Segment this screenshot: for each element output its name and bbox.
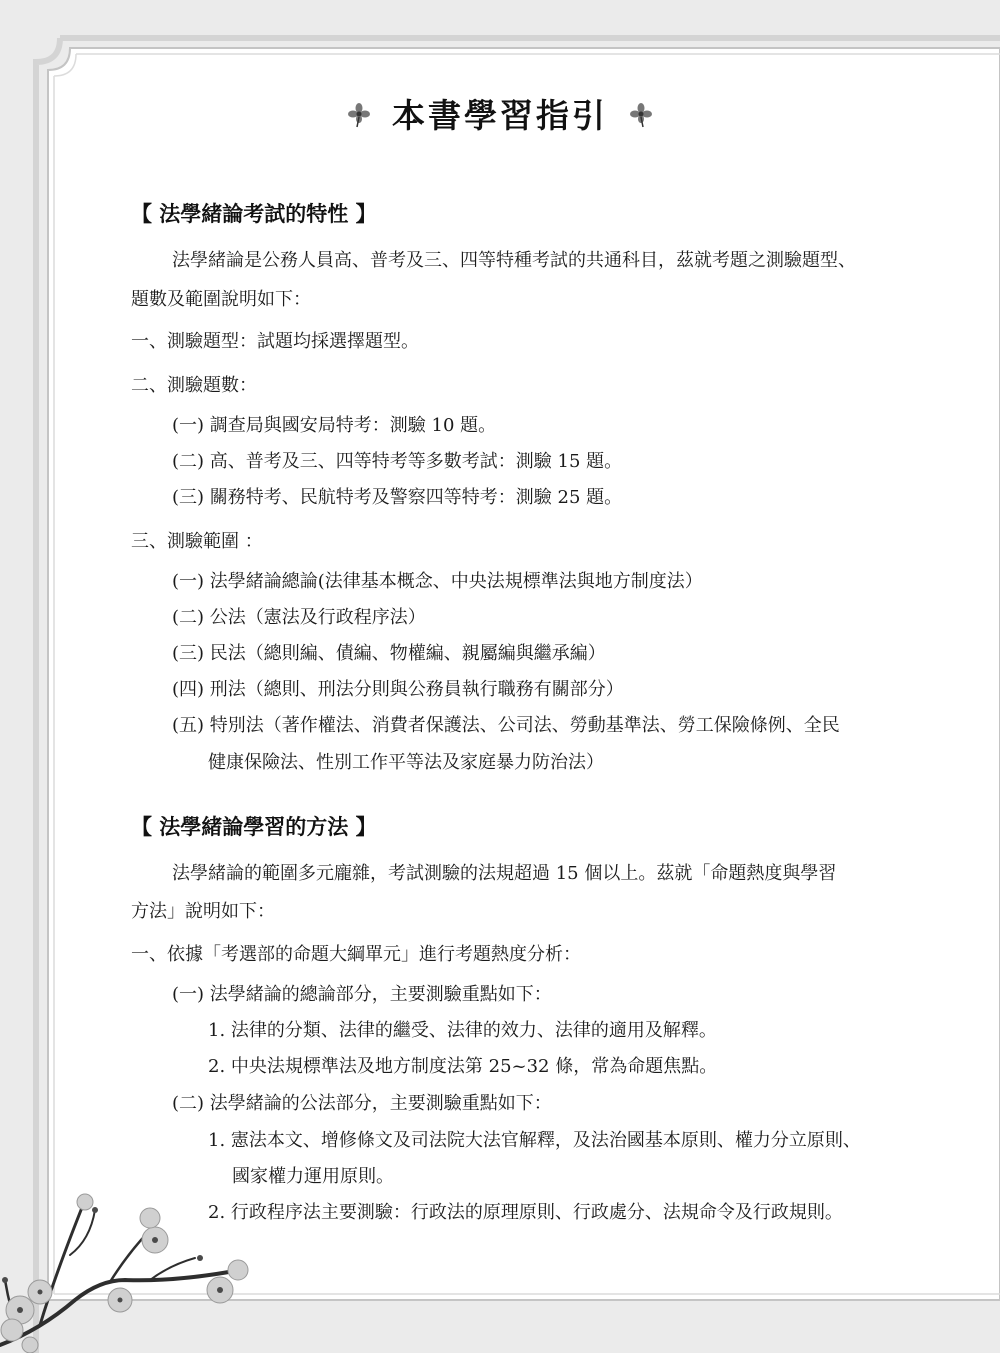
flower-ornament-icon bbox=[344, 99, 374, 129]
plum-blossom-branch bbox=[0, 1180, 260, 1353]
list-item: 二、測驗題數： bbox=[131, 375, 257, 396]
list-item: 三、測驗範圍 ： bbox=[131, 531, 263, 552]
point-item: 2. 行政程序法主要測驗：行政法的原理原則、行政處分、法規命令及行政規則。 bbox=[208, 1202, 843, 1223]
sub-list-item: (一) 法學緒論的總論部分，主要測驗重點如下： bbox=[172, 984, 552, 1005]
paragraph-line: 法學緒論的範圍多元龐雜，考試測驗的法規超過 15 個以上。茲就「命題熱度與學習 bbox=[172, 863, 837, 884]
page-title: 本書學習指引 bbox=[392, 96, 608, 135]
point-item: 1. 憲法本文、增修條文及司法院大法官解釋，及法治國基本原則、權力分立原則、 bbox=[208, 1130, 861, 1151]
sub-list-item: (一) 法學緒論總論(法律基本概念、中央法規標準法與地方制度法） bbox=[172, 571, 703, 592]
sub-list-item-continuation: 健康保險法、性別工作平等法及家庭暴力防治法） bbox=[208, 752, 604, 773]
paragraph-line: 法學緒論是公務人員高、普考及三、四等特種考試的共通科目，茲就考題之測驗題型、 bbox=[172, 250, 856, 271]
sub-list-item: (二) 高、普考及三、四等特考等多數考試：測驗 15 題。 bbox=[172, 451, 623, 472]
sub-list-item: (二) 法學緒論的公法部分，主要測驗重點如下： bbox=[172, 1093, 552, 1114]
list-item: 一、測驗題型：試題均採選擇題型。 bbox=[131, 331, 419, 352]
section-heading: 【 法學緒論學習的方法 】 bbox=[131, 815, 377, 839]
sub-list-item: (五) 特別法（著作權法、消費者保護法、公司法、勞動基準法、勞工保險條例、全民 bbox=[172, 715, 840, 736]
point-item-continuation: 國家權力運用原則。 bbox=[232, 1166, 394, 1187]
sub-list-item: (三) 民法（總則編、債編、物權編、親屬編與繼承編） bbox=[172, 643, 606, 664]
section-heading: 【 法學緒論考試的特性 】 bbox=[131, 202, 377, 226]
paragraph-line: 題數及範圍說明如下： bbox=[131, 289, 311, 310]
sub-list-item: (三) 關務特考、民航特考及警察四等特考：測驗 25 題。 bbox=[172, 487, 623, 508]
paragraph-line: 方法」說明如下： bbox=[131, 901, 275, 922]
sub-list-item: (四) 刑法（總則、刑法分則與公務員執行職務有關部分） bbox=[172, 679, 624, 700]
list-item: 一、依據「考選部的命題大綱單元」進行考題熱度分析： bbox=[131, 944, 581, 965]
sub-list-item: (二) 公法（憲法及行政程序法） bbox=[172, 607, 426, 628]
title-row bbox=[0, 90, 1000, 137]
point-item: 2. 中央法規標準法及地方制度法第 25~32 條，常為命題焦點。 bbox=[208, 1056, 718, 1077]
flower-ornament-icon bbox=[626, 99, 656, 129]
sub-list-item: (一) 調查局與國安局特考：測驗 10 題。 bbox=[172, 415, 497, 436]
point-item: 1. 法律的分類、法律的繼受、法律的效力、法律的適用及解釋。 bbox=[208, 1020, 717, 1041]
